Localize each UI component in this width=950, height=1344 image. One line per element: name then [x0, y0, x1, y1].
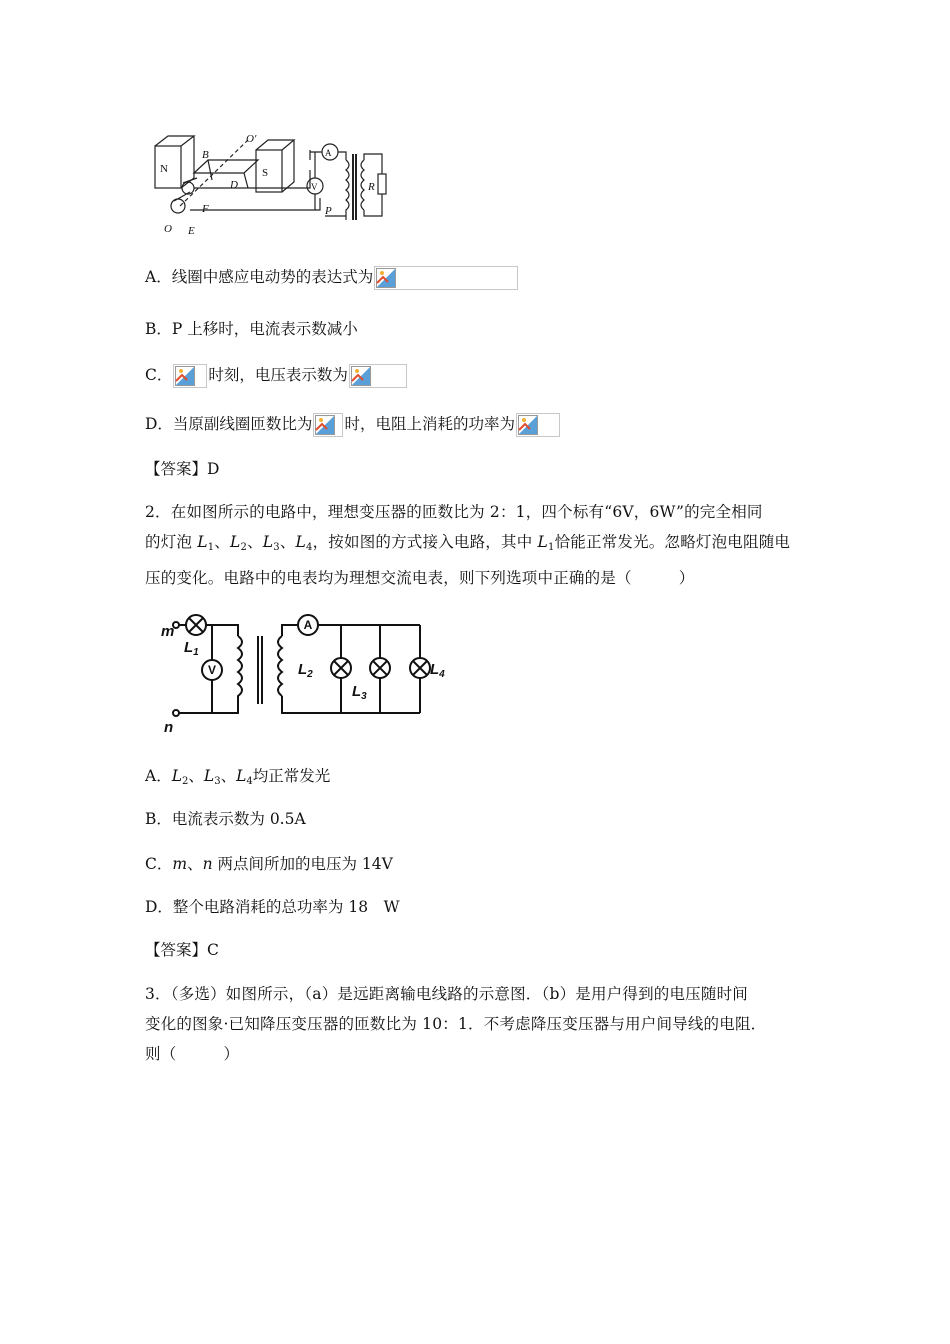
q3-stem-line2: 变化的图象·已知降压变压器的匝数比为 10：1．不考虑降压变压器与用户间导线的电阻． [145, 1015, 767, 1033]
q2-stem-line2 [145, 527, 815, 563]
q2-bulb-l3: L [262, 533, 274, 551]
broken-image-icon [175, 366, 195, 386]
q2-sep: 、 [279, 533, 296, 551]
ammeter-label: A [303, 618, 313, 632]
label-F: F [202, 203, 209, 215]
broken-image-icon [518, 415, 538, 435]
q2-option-d: D．整个电路消耗的总功率为 18 W [145, 898, 400, 916]
label-P: P [325, 205, 332, 217]
q2-answer: 【答案】C [145, 941, 219, 959]
transformer-bulbs-figure [158, 608, 458, 738]
q2-sub: 1 [207, 542, 215, 553]
q2-option-a [145, 765, 330, 793]
label-S: S [262, 167, 269, 179]
q3-stem [145, 979, 815, 1069]
broken-image-voltage [349, 364, 407, 388]
broken-image-formula [374, 266, 518, 290]
q2-bulb-l1: L [197, 533, 208, 551]
q2-sep: 、 [187, 855, 203, 873]
q2-option-c-m: m [172, 855, 188, 873]
label-O-prime: O′ [246, 133, 257, 145]
q3-stem-line1: 3．（多选）如图所示，（a）是远距离输电线路的示意图．（b）是用户得到的电压随时间 [145, 985, 748, 1003]
q2-sub: 2 [240, 542, 248, 553]
label-D: D [230, 179, 238, 191]
generator-transformer-figure [150, 128, 395, 238]
q2-stem-line3: 压的变化。电路中的电表均为理想交流电表，则下列选项中正确的是（ ） [145, 569, 695, 587]
q2-option-b: B．电流表示数为 0.5A [145, 810, 306, 828]
q2-option-a-l2: L [171, 767, 182, 785]
q1-option-c-mid: 时刻，电压表示数为 [208, 366, 348, 384]
q2-bulb-l1: L [537, 533, 549, 551]
q2-stem [145, 497, 815, 593]
q2-sep: 、 [214, 533, 230, 551]
voltmeter-label: V [207, 663, 217, 677]
bulb-l4-label: $L_4$ [430, 661, 445, 680]
q2-sub: 1 [548, 542, 555, 553]
q3-stem-line3: 则（ ） [145, 1045, 240, 1063]
q2-option-a-pre: A． [145, 767, 172, 785]
q2-option-c [145, 853, 393, 875]
q2-option-a-post: 均正常发光 [252, 767, 331, 785]
broken-image-icon [351, 366, 371, 386]
q2-option-c-pre: C． [145, 855, 173, 873]
broken-image-icon [315, 415, 335, 435]
broken-image-icon [376, 268, 396, 288]
label-O: O [164, 223, 172, 235]
q1-option-a [145, 266, 519, 290]
q1-answer: 【答案】D [145, 460, 220, 478]
label-E: E [188, 225, 195, 237]
terminal-m-label: m [161, 623, 175, 640]
q2-bulb-l4: L [295, 533, 307, 551]
q2-sep: 、 [247, 533, 263, 551]
bulb-l3-label: $L_3$ [352, 683, 367, 702]
broken-image-ratio [313, 413, 343, 437]
label-R: R [368, 181, 375, 193]
bulb-l2-label: $L_2$ [298, 661, 313, 680]
q1-option-c-pre: C． [145, 366, 173, 384]
label-B: B [202, 149, 209, 161]
q2-option-a-l3: L [203, 767, 215, 785]
q2-option-c-n: n [202, 855, 213, 873]
q1-option-d-mid: 时，电阻上消耗的功率为 [344, 415, 515, 433]
q2-sep: 、 [188, 767, 204, 785]
q2-text: 恰能正常发光。忽略灯泡电阻随电 [554, 533, 791, 551]
q2-sub: 2 [182, 776, 189, 787]
label-A-meter: A [325, 148, 332, 158]
q1-option-b: B．P 上移时，电流表示数减小 [145, 320, 358, 338]
bulb-l1-label: $L_1$ [184, 639, 199, 658]
q2-sub: 3 [273, 542, 280, 553]
q2-option-c-post: 两点间所加的电压为 14V [212, 855, 393, 873]
label-N: N [160, 163, 168, 175]
q2-sub: 3 [214, 776, 221, 787]
q2-text: 的灯泡 [145, 533, 198, 551]
q2-sub: 4 [246, 776, 253, 787]
q2-stem-line1: 2．在如图所示的电路中，理想变压器的匝数比为 2：1，四个标有“6V，6W”的完全相同 [145, 503, 763, 521]
terminal-n-label: n [164, 719, 174, 736]
label-V-meter: V [311, 182, 318, 192]
q2-option-a-l4: L [236, 767, 247, 785]
q2-text: ，按如图的方式接入电路，其中 [312, 533, 538, 551]
q2-sep: 、 [220, 767, 237, 785]
q2-sub: 4 [306, 542, 313, 553]
q2-bulb-l2: L [230, 533, 241, 551]
broken-image-time [173, 364, 207, 388]
q1-option-c [145, 364, 408, 388]
broken-image-power [516, 413, 560, 437]
q1-option-a-text: A．线圈中感应电动势的表达式为 [145, 268, 374, 286]
q1-option-d-pre: D．当原副线圈匝数比为 [145, 415, 313, 433]
q1-option-d [145, 413, 561, 437]
